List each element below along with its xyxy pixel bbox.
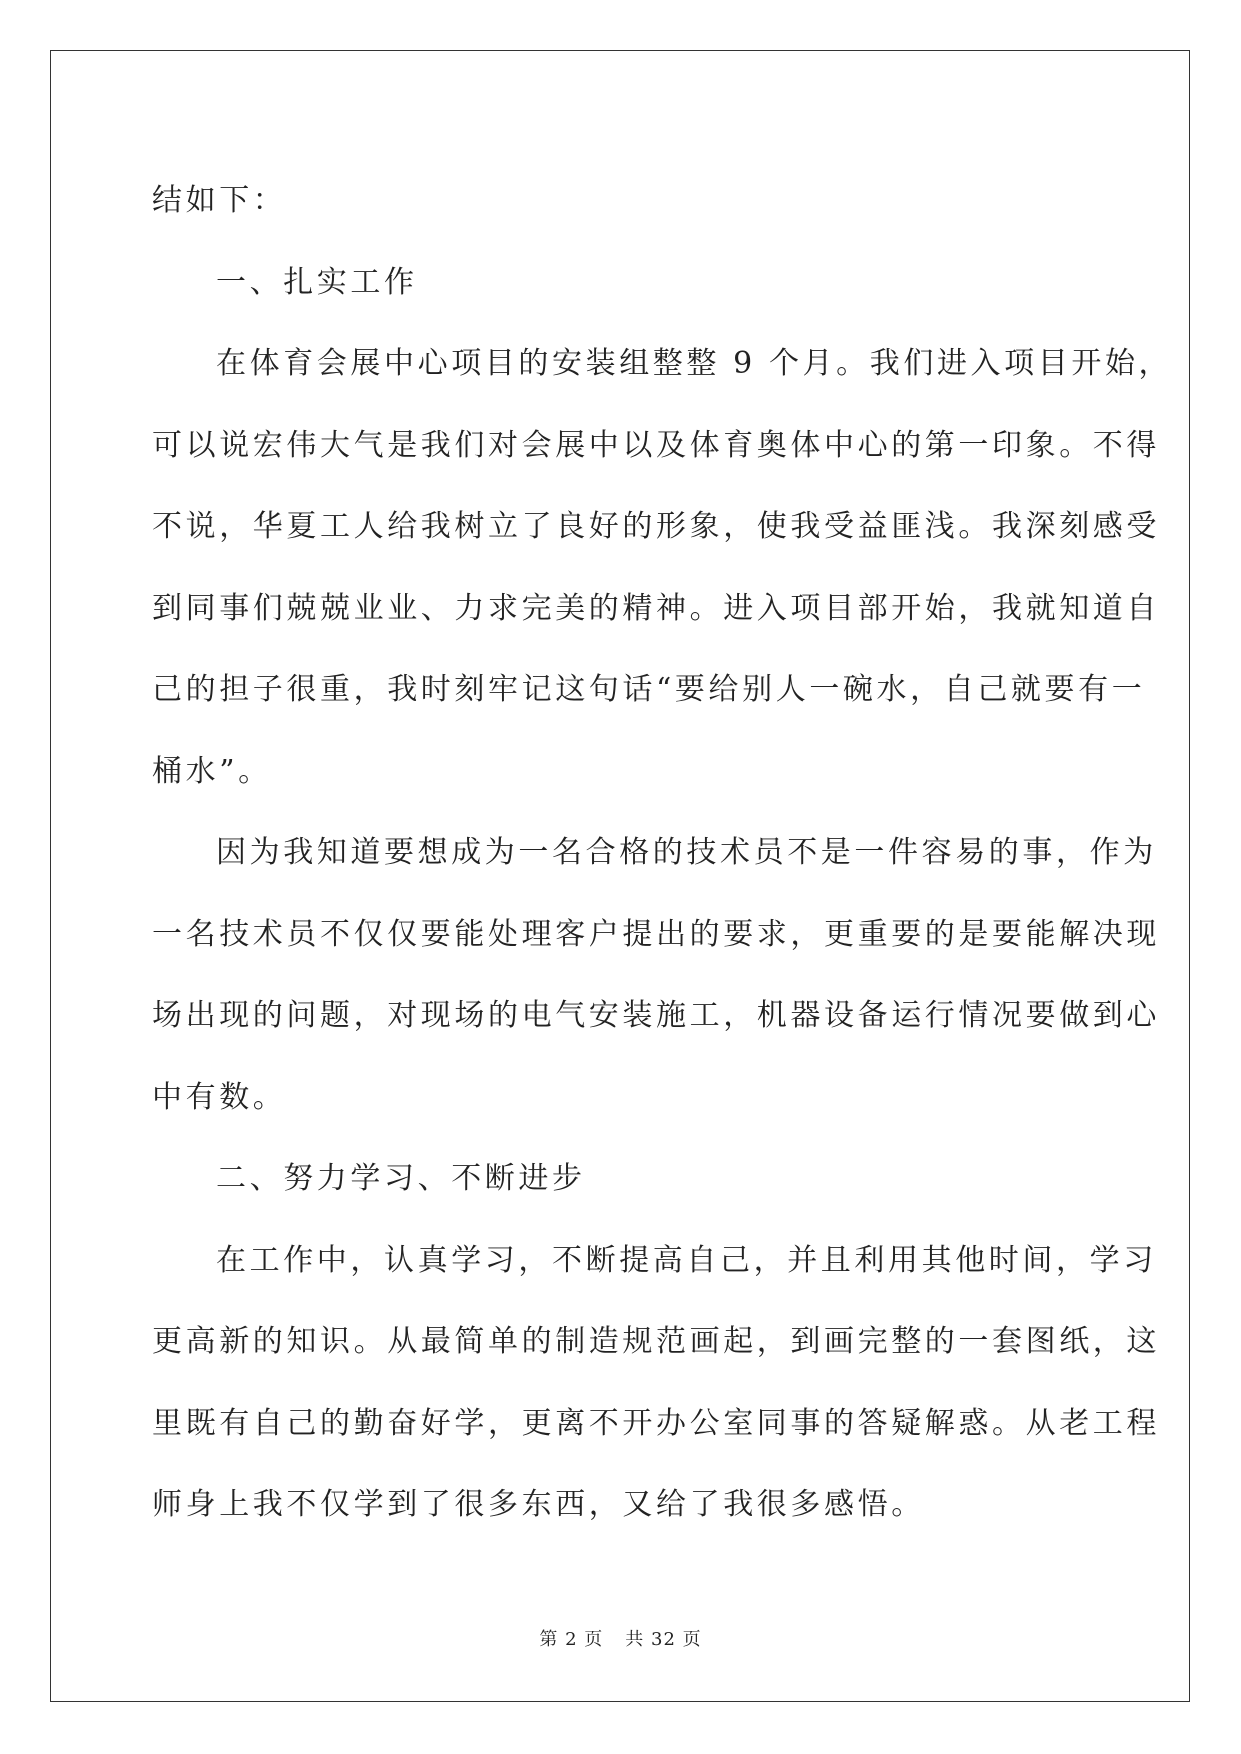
page-footer <box>0 1625 1241 1651</box>
section-heading: 二、努力学习、不断进步 <box>216 1161 586 1196</box>
text-line: 一名技术员不仅仅要能处理客户提出的要求，更重要的是要能解决现 <box>152 916 1160 952</box>
page-number: 第 2 页 <box>539 1629 604 1650</box>
text-line: 师身上我不仅学到了很多东西，又给了我很多感悟。 <box>152 1487 925 1522</box>
text-line: 中有数。 <box>152 1079 287 1115</box>
text-line: 在工作中，认真学习，不断提高自己，并且利用其他时间，学习 <box>216 1242 1157 1278</box>
text-line: 更高新的知识。从最简单的制造规范画起，到画完整的一套图纸，这 <box>152 1324 1160 1359</box>
text-line: 不说，华夏工人给我树立了良好的形象，使我受益匪浅。我深刻感受 <box>152 509 1160 544</box>
total-pages: 共 32 页 <box>625 1629 702 1650</box>
text-line: 到同事们兢兢业业、力求完美的精神。进入项目部开始，我就知道自 <box>152 590 1160 626</box>
text-line: 场出现的问题，对现场的电气安装施工，机器设备运行情况要做到心 <box>152 998 1160 1033</box>
text-line: 桶水”。 <box>152 753 272 789</box>
text-line: 可以说宏伟大气是我们对会展中以及体育奥体中心的第一印象。不得 <box>152 427 1160 463</box>
text-line: 里既有自己的勤奋好学，更离不开办公室同事的答疑解惑。从老工程 <box>152 1405 1160 1441</box>
document-body <box>152 160 1173 1546</box>
section-heading: 一、扎实工作 <box>216 264 418 300</box>
text-line: 己的担子很重，我时刻牢记这句话“要给别人一碗水，自己就要有一 <box>152 672 1146 707</box>
text-line: 结如下： <box>152 183 287 218</box>
text-line: 在体育会展中心项目的安装组整整 9 个月。我们进入项目开始， <box>216 346 1173 381</box>
text-line: 因为我知道要想成为一名合格的技术员不是一件容易的事，作为 <box>216 835 1157 870</box>
